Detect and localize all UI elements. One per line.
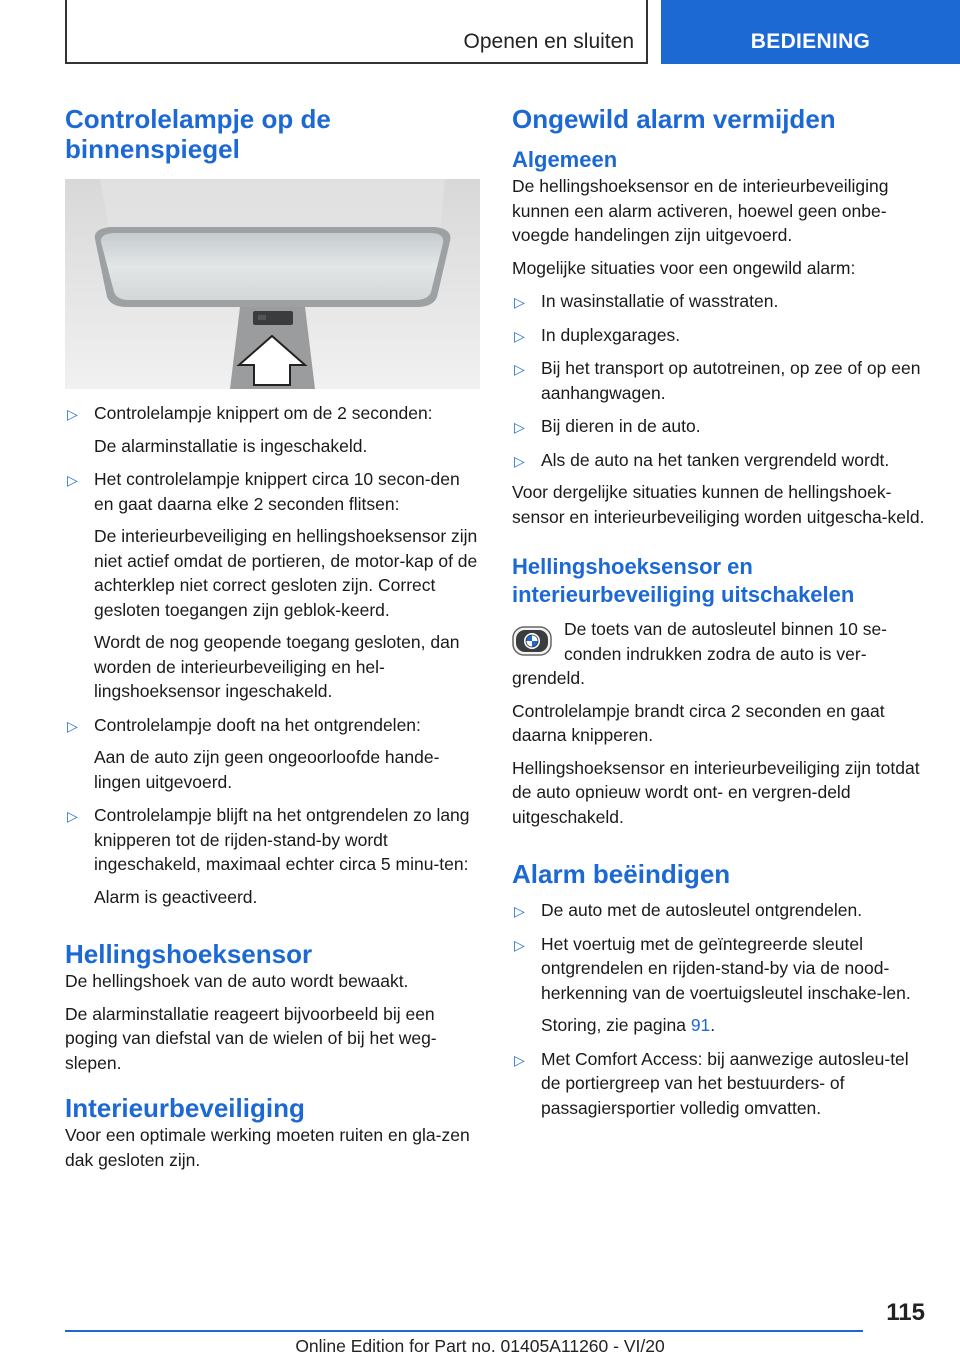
triangle-bullet-icon: ▷ [514,294,525,310]
section-label: BEDIENING [750,30,871,53]
paragraph: grendeld. [512,668,585,688]
triangle-bullet-icon: ▷ [514,903,525,919]
list-item: ▷ Controlelampje blijft na het ontgrendelen zo lang knipperen tot de rijden-stand-by wordt ingeschakeld, maximaal echter circa 5 minu-ten: Alarm is geactiveerd. [67,805,470,907]
paragraph: De hellingshoeksensor en de interieurbeveiliging kunnen een alarm activeren, hoewel geen onbe-voegde handelingen zijn uitgevoerd. [512,176,889,245]
subheading-algemeen: Algemeen [512,147,618,172]
list-item: ▷ Bij het transport op autotreinen, op zee of op een aanhangwagen. [514,358,921,403]
header-frame [65,0,648,64]
triangle-bullet-icon: ▷ [67,808,78,824]
page-link[interactable]: 91 [690,1015,711,1035]
chapter-title: Openen en sluiten [463,30,634,53]
paragraph: Hellingshoeksensor en interieurbeveiliging zijn totdat de auto opnieuw wordt ont- en vergren-deld uitgeschakeld. [512,757,920,827]
list-item: ▷ De auto met de autosleutel ontgrendelen. [512,898,927,923]
mirror-illustration [65,179,480,389]
right-column [512,104,927,1120]
triangle-bullet-icon: ▷ [514,1051,525,1068]
indicator-list [65,401,480,909]
key-instruction: De toets van de autosleutel binnen 10 se-conden indrukken zodra de auto is ver- [512,617,927,666]
triangle-bullet-icon: ▷ [514,452,525,469]
list-item: ▷ Bij dieren in de auto. [512,414,927,439]
triangle-bullet-icon: ▷ [514,419,525,435]
paragraph: Controlelampje brandt circa 2 seconden en gaat daarna knipperen. [512,700,885,745]
heading-hellingshoeksensor: Hellingshoeksensor [65,939,313,969]
subheading-uitschakelen: Hellingshoeksensor en interieurbeveiliging uitschakelen [512,554,855,607]
left-column [65,104,480,1172]
car-key-icon [512,625,552,657]
paragraph: Voor dergelijke situaties kunnen de hellingshoek-sensor en interieurbeveiliging worden uitgescha-keld. [512,482,925,527]
triangle-bullet-icon: ▷ [514,936,525,953]
triangle-bullet-icon: ▷ [67,717,78,734]
triangle-bullet-icon: ▷ [67,406,78,422]
heading-ongewild-alarm: Ongewild alarm vermijden [512,104,836,134]
list-item: ▷ In wasinstallatie of wasstraten. [512,289,927,314]
footer-divider [65,1330,863,1332]
triangle-bullet-icon: ▷ [514,361,525,377]
heading-alarm-beeindigen: Alarm beëindigen [512,859,731,889]
end-alarm-list [512,898,927,1120]
paragraph: Mogelijke situaties voor een ongewild alarm: [512,257,856,278]
list-item: ▷ Het voertuig met de geïntegreerde sleutel ontgrendelen en rijden-stand-by via de nood-herkenning van de voertuigsleutel inschake-len. Storing, zie pagina 91. [514,933,911,1035]
section-tab[interactable] [661,0,960,64]
list-item: ▷ In duplexgarages. [512,323,927,348]
list-item: ▷ Controlelampje dooft na het ontgrendelen: Aan de auto zijn geen ongeoorloofde hande-lingen uitgevoerd. [67,714,440,792]
paragraph: De alarminstallatie reageert bijvoorbeeld bij een poging van diefstal van de wielen of bij het weg-slepen. [65,1003,437,1073]
list-item: ▷ Controlelampje knippert om de 2 seconden: De alarminstallatie is ingeschakeld. [67,403,433,456]
paragraph: De hellingshoek van de auto wordt bewaakt. [65,971,409,991]
list-item: ▷ Het controlelampje knippert circa 10 secon-den en gaat daarna elke 2 seconden flitsen: De interieurbeveiliging en hellingshoeksensor zijn niet actief omdat de portieren, de motor-kap of de achterklep niet correct gesloten zijn. Correct gesloten toegangen zijn geblok-keerd. Wordt de nog geopende toegang gesloten, dan worden de interieurbeveiliging en hel-lingshoeksensor ingeschakeld. [67,469,478,701]
edition-footer: Online Edition for Part no. 01405A11260 - VI/20 [295,1336,665,1356]
list-item: ▷ Als de auto na het tanken vergrendeld wordt. [512,448,927,473]
triangle-bullet-icon: ▷ [67,472,78,488]
list-item: ▷ Met Comfort Access: bij aanwezige autosleu-tel de portiergreep van het bestuurders- of passagiersportier volledig omvatten. [514,1048,909,1118]
paragraph: Voor een optimale werking moeten ruiten en gla-zen dak gesloten zijn. [65,1125,470,1170]
triangle-bullet-icon: ▷ [514,327,525,344]
heading-controlelampje: Controlelampje op de binnenspiegel [65,104,331,164]
rearview-mirror-image [65,179,480,389]
situation-list [512,289,927,472]
page-number: 115 [886,1299,925,1326]
heading-interieurbeveiliging: Interieurbeveiliging [65,1093,305,1123]
